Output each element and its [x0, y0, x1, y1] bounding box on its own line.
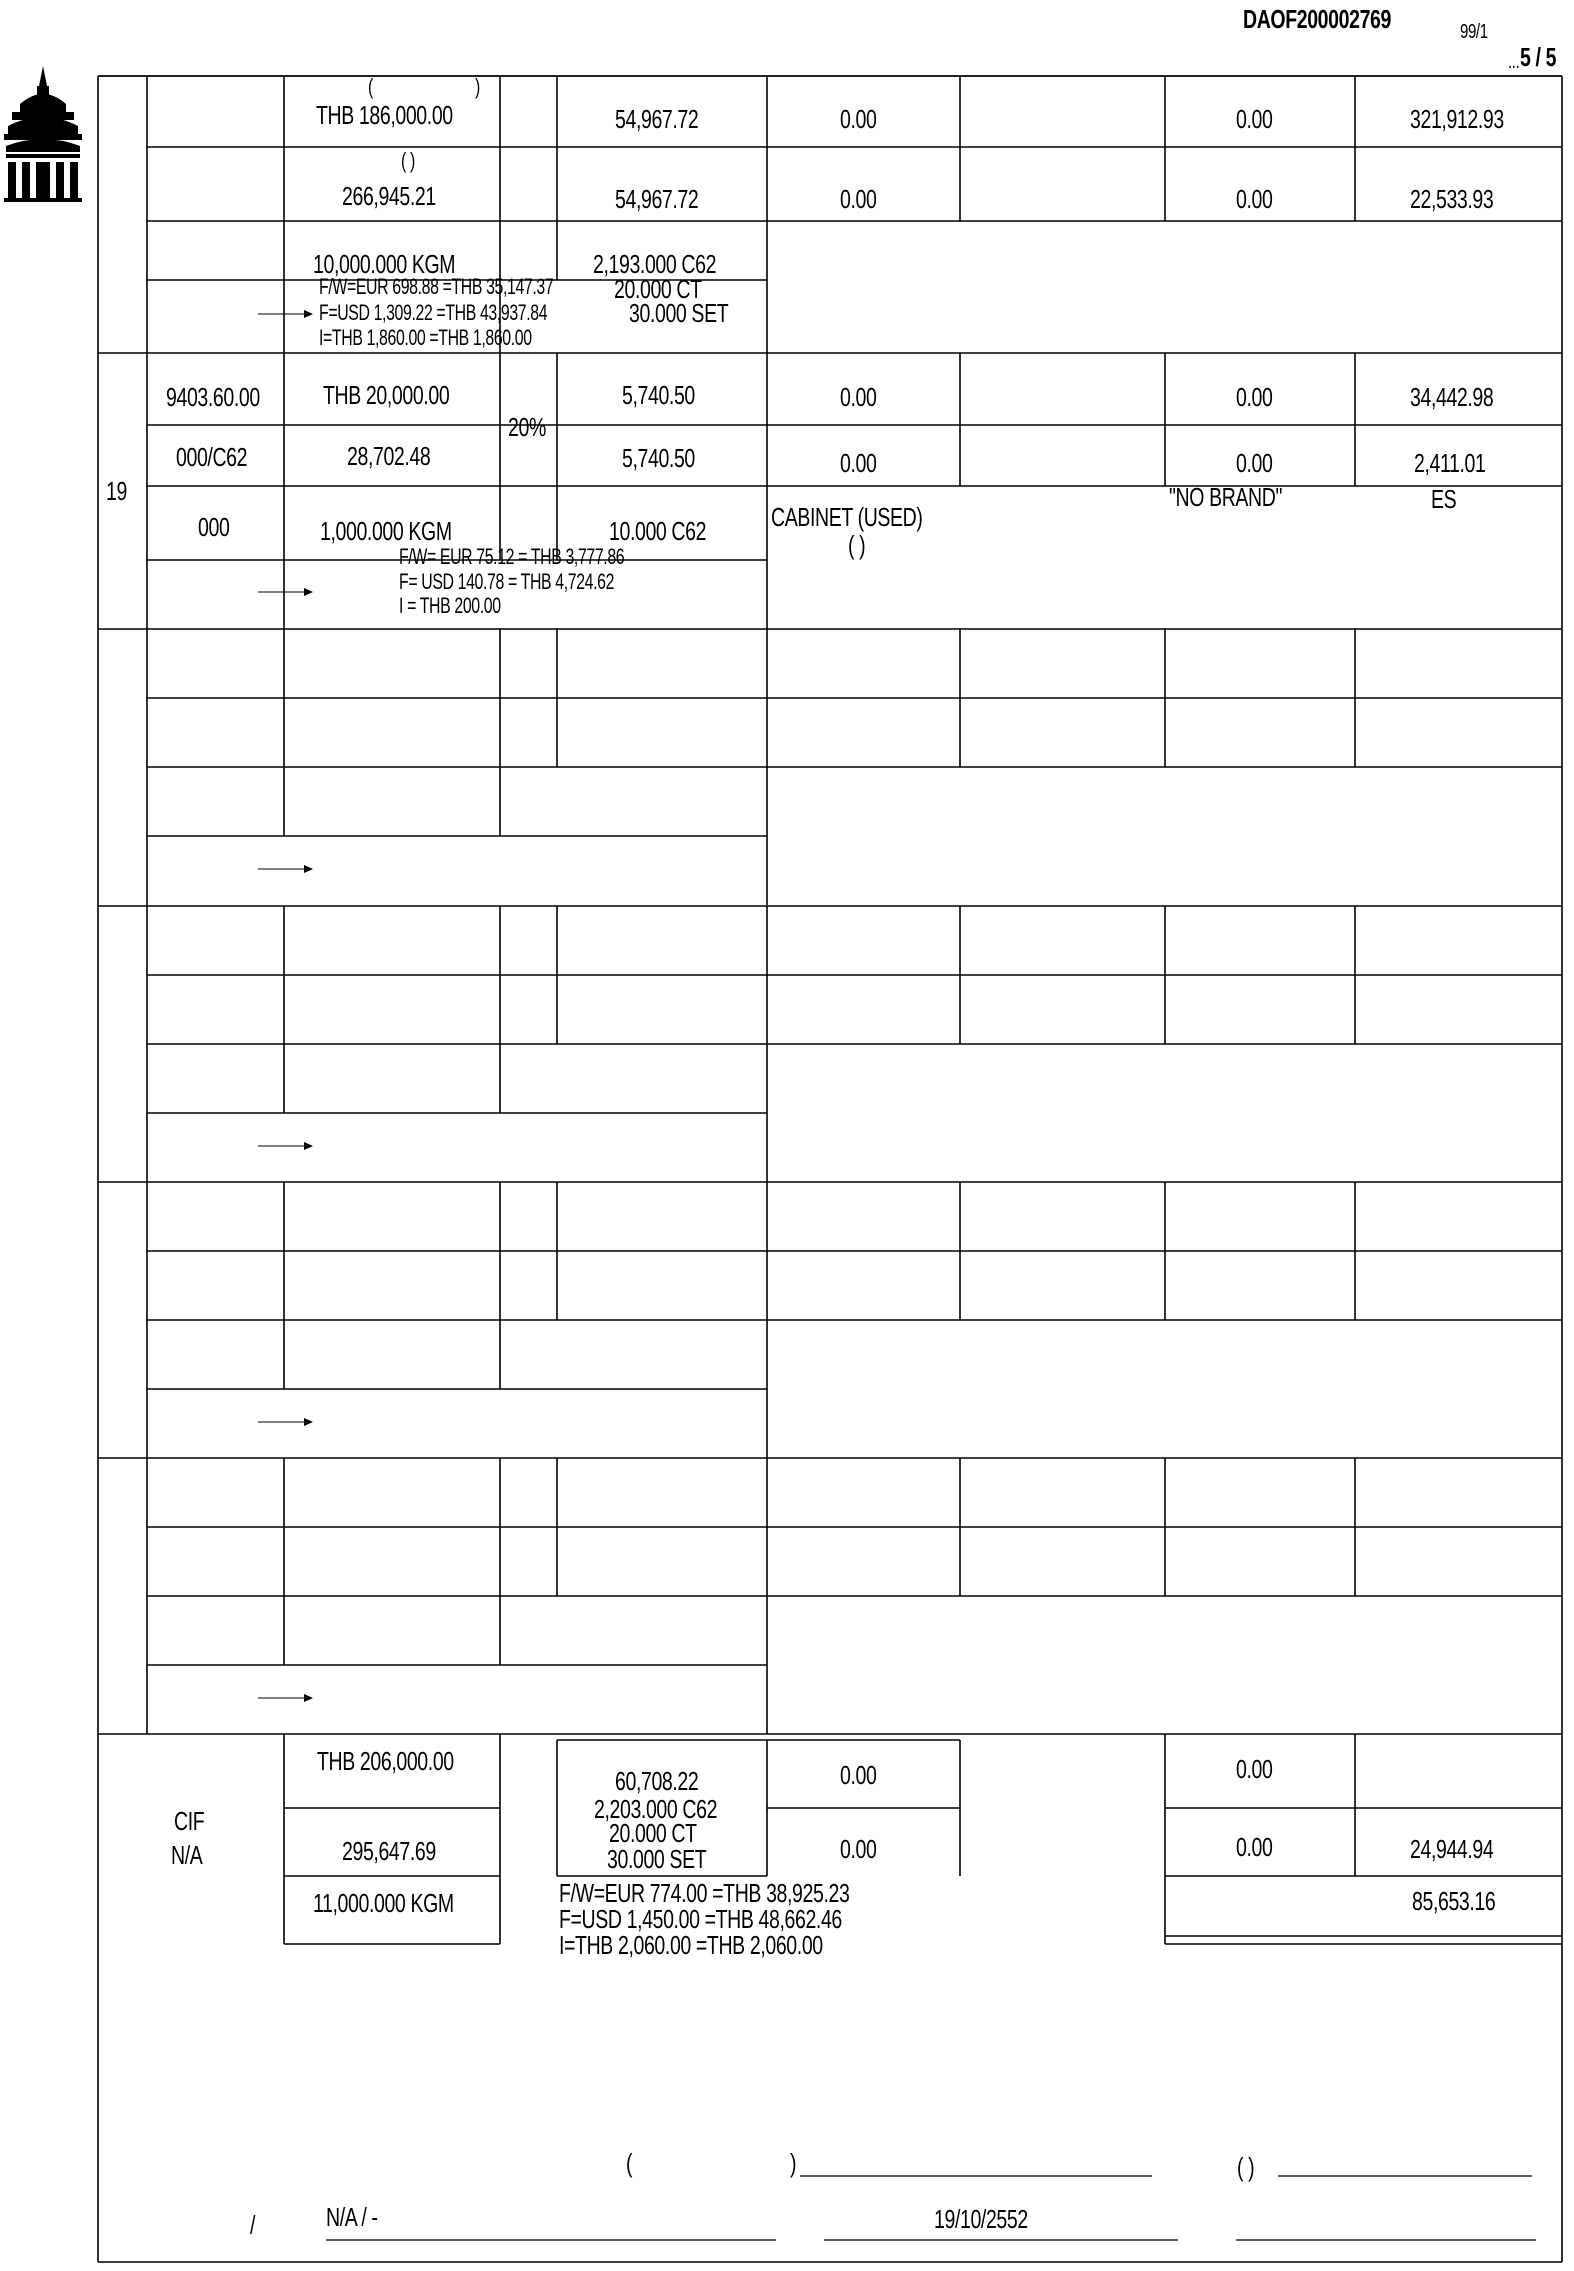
- weight-total: 11,000.000 KGM: [313, 1888, 454, 1918]
- insurance-line: F= USD 140.78 = THB 4,724.62: [399, 569, 615, 594]
- duty-rate: 20%: [508, 412, 546, 442]
- tariff-code: 9403.60.00: [166, 382, 260, 412]
- brand: "NO BRAND": [1169, 482, 1283, 512]
- vat-amount: 54,967.72: [615, 184, 699, 214]
- other-total-2: 0.00: [1236, 1832, 1273, 1862]
- customs-emblem: [2, 64, 84, 204]
- vat-amount: 5,740.50: [622, 443, 695, 473]
- i-line: I=THB 1,860.00 =THB 1,860.00: [319, 325, 532, 350]
- line-total: 321,912.93: [1410, 104, 1504, 134]
- footer-paren-close: ): [790, 2148, 797, 2178]
- fob-value: THB 186,000.00: [316, 100, 453, 130]
- cif-total: 295,647.69: [342, 1836, 436, 1866]
- freight-line: F/W=EUR 698.88 =THB 35,147.37: [319, 274, 554, 299]
- excise: 0.00: [840, 382, 877, 412]
- excise-2: 0.00: [840, 184, 877, 214]
- paren-small: ( ): [401, 148, 415, 173]
- description: CABINET (USED): [771, 502, 923, 532]
- page-indicator: 5 / 5: [1520, 42, 1557, 72]
- quantity: 10.000 C62: [609, 516, 707, 546]
- qty-c62: 2,203.000 C62: [594, 1794, 718, 1824]
- arrow-head: [304, 1142, 313, 1150]
- freight-line: F/W=EUR 774.00 =THB 38,925.23: [559, 1878, 850, 1908]
- item-number: 19: [106, 476, 127, 506]
- freight-line: F/W= EUR 75.12 = THB 3,777.86: [399, 544, 625, 569]
- origin: ES: [1431, 484, 1457, 514]
- description-paren: ( ): [848, 530, 866, 560]
- incoterm-value: N/A: [171, 1840, 203, 1870]
- line-total: 34,442.98: [1410, 382, 1494, 412]
- arrow-head: [304, 310, 313, 318]
- excise: 0.00: [840, 104, 877, 134]
- sub-code: 000: [198, 512, 230, 542]
- insurance-line: F=USD 1,450.00 =THB 48,662.46: [559, 1904, 842, 1934]
- qty-ct: 20.000 CT: [609, 1818, 697, 1848]
- paren-close: ): [475, 74, 480, 99]
- form-code: 99/1: [1460, 21, 1488, 43]
- i-line: I=THB 2,060.00 =THB 2,060.00: [559, 1930, 823, 1960]
- other-tax-2: 0.00: [1236, 184, 1273, 214]
- vat-total: 24,944.94: [1410, 1834, 1494, 1864]
- insurance-line: F=USD 1,309.22 =THB 43,937.84: [319, 300, 548, 325]
- i-line: I = THB 200.00: [399, 593, 501, 618]
- page-prefix: ...: [1508, 51, 1520, 73]
- cif-value: 266,945.21: [342, 181, 436, 211]
- grand-total: 85,653.16: [1412, 1886, 1496, 1916]
- paren-open: (: [368, 74, 373, 99]
- footer-slash: /: [250, 2210, 256, 2240]
- excise-2: 0.00: [840, 448, 877, 478]
- arrow-head: [304, 865, 313, 873]
- incoterm: CIF: [174, 1806, 205, 1836]
- date-field: 19/10/2552: [934, 2204, 1028, 2234]
- duty-amount: 54,967.72: [615, 104, 699, 134]
- cif-value: 28,702.48: [347, 441, 431, 471]
- duty-amount: 5,740.50: [622, 380, 695, 410]
- qty-set: 30.000 SET: [607, 1844, 707, 1874]
- net-weight: 1,000.000 KGM: [320, 516, 452, 546]
- fob-value: THB 20,000.00: [323, 380, 450, 410]
- duty-total: 60,708.22: [615, 1766, 699, 1796]
- quantity: 2,193.000 C62: [593, 249, 717, 279]
- stat-code: 000/C62: [176, 442, 248, 472]
- set-quantity: 30.000 SET: [629, 298, 729, 328]
- other-tax: 0.00: [1236, 104, 1273, 134]
- fob-total: THB 206,000.00: [317, 1746, 454, 1776]
- vat-total: 22,533.93: [1410, 184, 1494, 214]
- agent-field: N/A / -: [326, 2202, 378, 2232]
- excise-total: 0.00: [840, 1760, 877, 1790]
- arrow-head: [304, 1694, 313, 1702]
- other-total: 0.00: [1236, 1754, 1273, 1784]
- arrow-head: [304, 588, 313, 596]
- footer-paren-small: ( ): [1237, 2152, 1255, 2182]
- other-tax-2: 0.00: [1236, 448, 1273, 478]
- net-weight: 10,000.000 KGM: [313, 249, 456, 279]
- vat-total: 2,411.01: [1414, 448, 1486, 478]
- ct-quantity: 20.000 CT: [614, 274, 702, 304]
- footer-paren-open: (: [626, 2148, 633, 2178]
- excise-total-2: 0.00: [840, 1834, 877, 1864]
- document-number: DAOF200002769: [1243, 4, 1391, 34]
- arrow-head: [304, 1418, 313, 1426]
- other-tax: 0.00: [1236, 382, 1273, 412]
